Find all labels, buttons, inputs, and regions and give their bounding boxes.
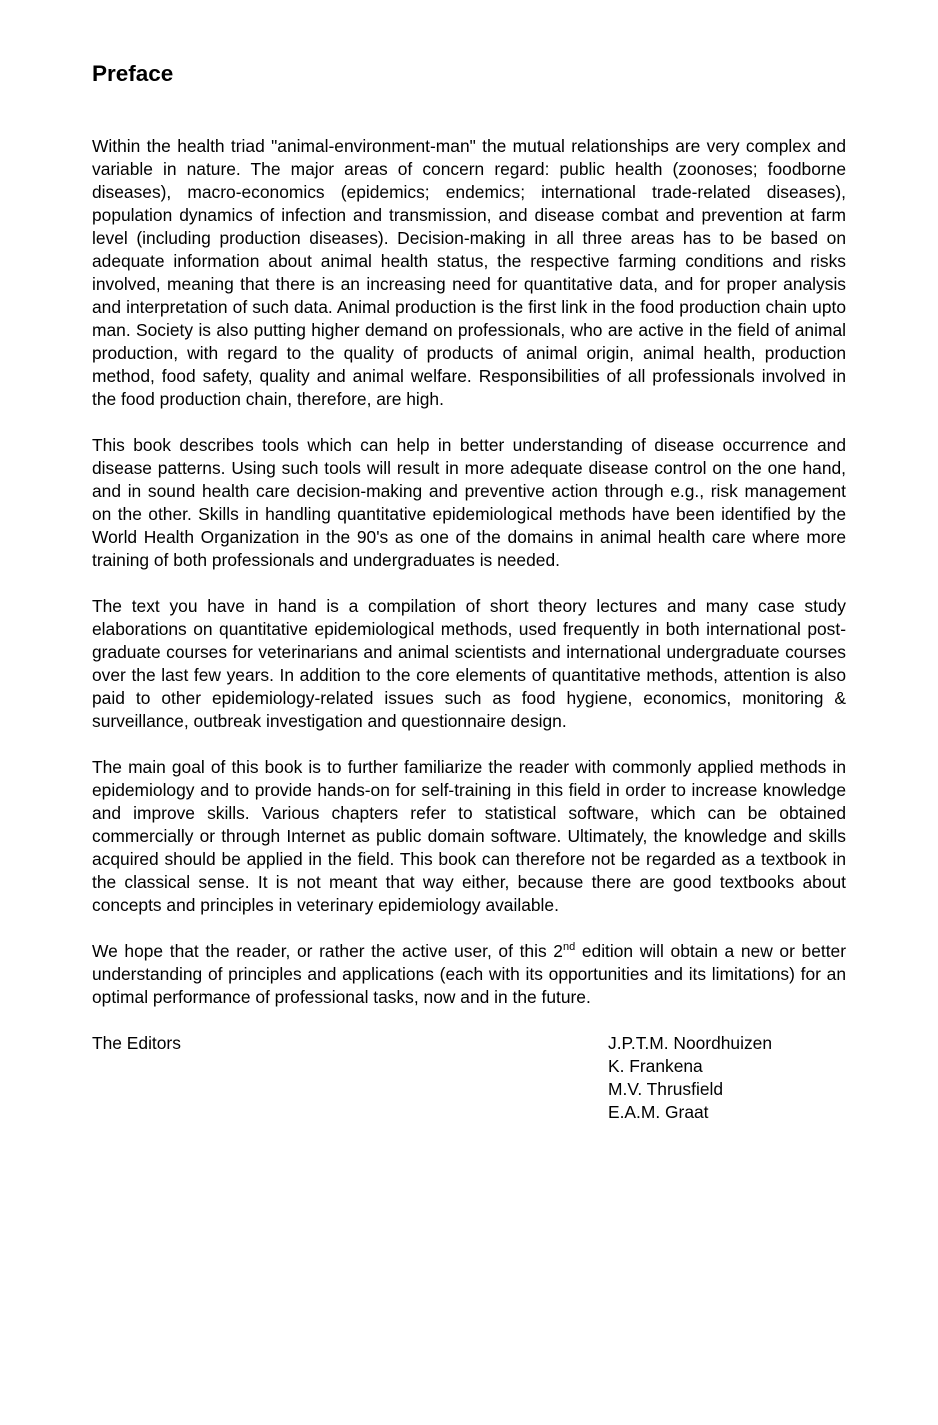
editor-list (608, 1032, 846, 1124)
paragraph-reader-hope-start: We hope that the reader, or rather the active user, of this 2 (92, 941, 563, 961)
editor-name: E.A.M. Graat (608, 1102, 709, 1122)
signoff-from: The Editors (92, 1033, 181, 1053)
paragraph-reader-hope (92, 940, 846, 1009)
edition-ordinal-suffix: nd (562, 941, 576, 954)
paragraph-main-goal: The main goal of this book is to further familiarize the reader with commonly applied methods in epidemiology and to provide hands-on for self-training in this field in order to increase knowledge and improve skills. Various chapters refer to statistical software, which can be obtained commercially or through Internet as public domain software. Ultimately, the knowledge and skills acquired should be applied in the field. This book can therefore not be regarded as a textbook in the classical sense. It is not meant that way either, because there are good textbooks about concepts and principles in veterinary epidemiology available. (92, 757, 846, 915)
paragraph-health-triad: Within the health triad "animal-environment-man" the mutual relationships are very complex and variable in nature. The major areas of concern regard: public health (zoonoses; foodborne diseases), macro-economics (epidemics; endemics; international trade-related diseases), population dynamics of infection and transmission, and disease combat and prevention at farm level (including production diseases). Decision-making in all three areas has to be based on adequate information about animal health status, the respective farming conditions and risks involved, meaning that there is an increasing need for quantitative data, and for proper analysis and interpretation of such data. Animal production is the first link in the food production chain upto man. Society is also putting higher demand on professionals, who are active in the field of animal production, with regard to the quality of products of animal origin, animal health, production method, food safety, quality and animal welfare. Responsibilities of all professionals involved in the food production chain, therefore, are high. (92, 136, 846, 409)
editor-name: K. Frankena (608, 1056, 703, 1076)
paragraph-book-tools: This book describes tools which can help in better understanding of disease occurrence and disease patterns. Using such tools will result in more adequate disease control on the one hand, and in sound health care decision-making and preventive action through e.g., risk management on the other. Skills in handling quantitative epidemiological methods have been identified by the World Health Organization in the 90's as one of the domains in animal health care where more training of both professionals and undergraduates is needed. (92, 435, 846, 570)
preface-body (92, 135, 846, 1009)
signoff (92, 1032, 846, 1124)
editor-name: M.V. Thrusfield (608, 1079, 724, 1099)
paragraph-reader-hope-end: edition will obtain a new or better understanding of principles and applications (each with its opportunities and its limitations) for an optimal performance of professional tasks, now and in the future. (92, 941, 846, 1007)
preface-page (92, 58, 846, 1124)
editor-name: J.P.T.M. Noordhuizen (608, 1033, 773, 1053)
page-title: Preface (92, 61, 174, 86)
paragraph-text-compilation: The text you have in hand is a compilation of short theory lectures and many case study elaborations on quantitative epidemiological methods, used frequently in both international post-graduate courses for veterinarians and animal scientists and international undergraduate courses over the last few years. In addition to the core elements of quantitative methods, attention is also paid to other epidemiology-related issues such as food hygiene, economics, monitoring & surveillance, outbreak investigation and questionnaire design. (92, 596, 846, 731)
